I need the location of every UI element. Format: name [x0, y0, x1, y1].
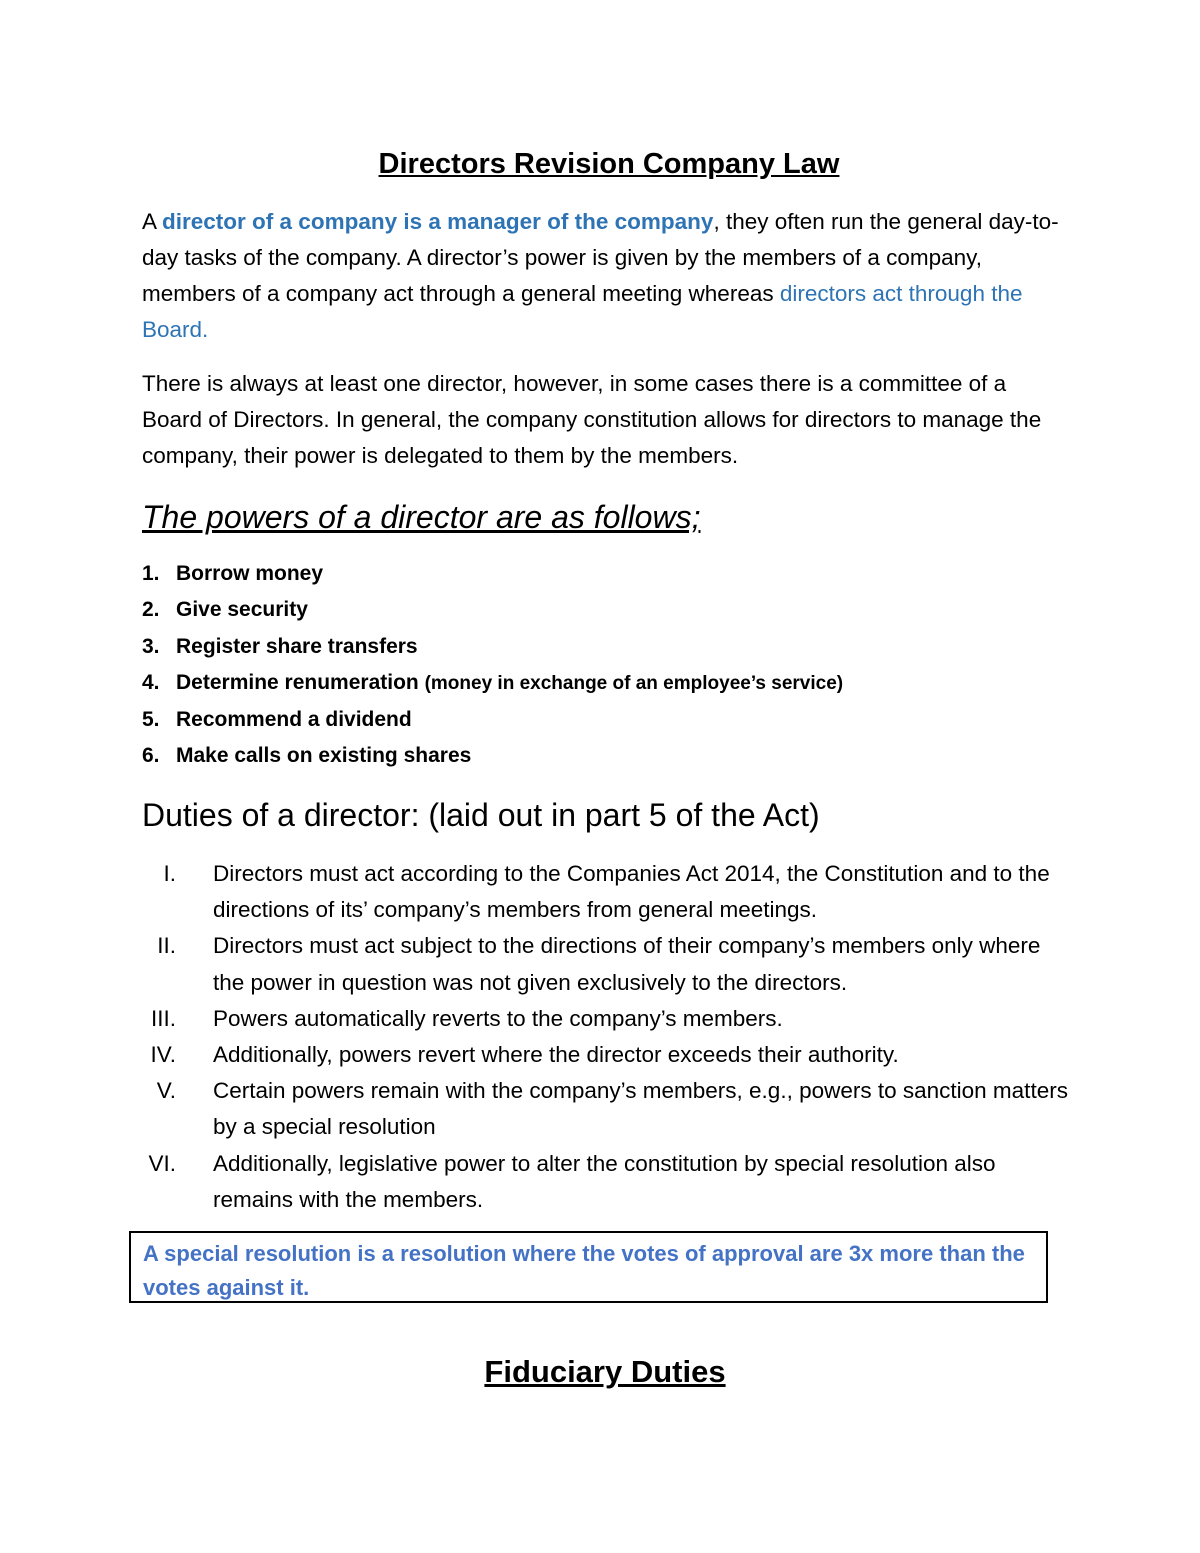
powers-heading: The powers of a director are as follows; — [142, 499, 701, 535]
duty-text: Directors must act subject to the directions of their company’s members only where the power in question was not given exclusively to the directors. — [213, 933, 1041, 995]
special-resolution-callout: A special resolution is a resolution where the votes of approval are 3x more than the votes against it. — [129, 1231, 1048, 1303]
duties-list-item — [142, 1037, 1072, 1073]
board-highlight: directors act through the Board. — [142, 281, 1023, 342]
list-number: 1. — [142, 562, 160, 585]
power-text: Recommend a dividend — [176, 707, 412, 731]
duties-list-item — [142, 1001, 1072, 1037]
roman-numeral: VI. — [148, 1150, 176, 1176]
power-text: Make calls on existing shares — [176, 743, 472, 767]
power-main-text: Determine renumeration — [176, 671, 425, 695]
roman-numeral: I. — [163, 861, 176, 886]
fiduciary-duties-heading: Fiduciary Duties — [484, 1354, 726, 1389]
powers-list-item — [142, 629, 843, 665]
power-text: Give security — [176, 598, 308, 622]
power-text: Register share transfers — [176, 634, 418, 658]
roman-numeral: IV. — [150, 1042, 176, 1068]
duties-list-item — [142, 928, 1072, 1000]
duties-list-item — [142, 1073, 1072, 1145]
powers-list-item — [142, 665, 843, 701]
powers-list — [142, 556, 843, 774]
duty-text: Additionally, powers revert where the director exceeds their authority. — [213, 1042, 899, 1068]
duties-list-item — [142, 1146, 1072, 1218]
duty-text: Certain powers remain with the company’s members, e.g., powers to sanction matters by a special resolution — [213, 1078, 1068, 1140]
powers-list-item — [142, 592, 843, 628]
powers-list-item — [142, 702, 843, 738]
duty-text: Powers automatically reverts to the company’s members. — [213, 1005, 783, 1031]
list-number: 3. — [142, 634, 160, 658]
intro-paragraph-1 — [142, 204, 1062, 348]
list-number: 2. — [142, 598, 160, 622]
intro-paragraph-2: There is always at least one director, however, in some cases there is a committee of a Board of Directors. In general, the company constitution allows for directors to manage the company, their power is delegated to them by the members. — [142, 371, 1042, 468]
duties-list-item — [142, 856, 1072, 928]
roman-numeral: III. — [150, 1005, 176, 1031]
powers-list-item — [142, 556, 843, 592]
power-text — [176, 665, 843, 701]
list-number: 5. — [142, 707, 160, 731]
duty-text: Additionally, legislative power to alter the constitution by special resolution also remains with the members. — [213, 1150, 996, 1212]
power-sub-text: (money in exchange of an employee’s service) — [424, 673, 844, 695]
duty-text: Directors must act according to the Companies Act 2014, the Constitution and to the directions of its’ company’s members from general meetings. — [213, 861, 1050, 923]
document-title: Directors Revision Company Law — [378, 148, 840, 180]
roman-numeral: II. — [157, 933, 176, 959]
intro-text-middle: , they often run the general day-to-day tasks of the company. A director’s power is given by the members of a company, members of a company act through a general meeting whereas — [142, 209, 1059, 306]
duties-heading: Duties of a director: (laid out in part 5 of the Act) — [142, 797, 820, 833]
list-number: 6. — [142, 743, 160, 767]
intro-text-start: A — [142, 209, 163, 234]
list-number: 4. — [142, 671, 160, 695]
powers-list-item — [142, 738, 843, 774]
director-definition-highlight: director of a company is a manager of the company — [162, 209, 714, 234]
power-text: Borrow money — [176, 562, 324, 585]
duties-list — [142, 856, 1072, 1218]
roman-numeral: V. — [156, 1078, 176, 1104]
